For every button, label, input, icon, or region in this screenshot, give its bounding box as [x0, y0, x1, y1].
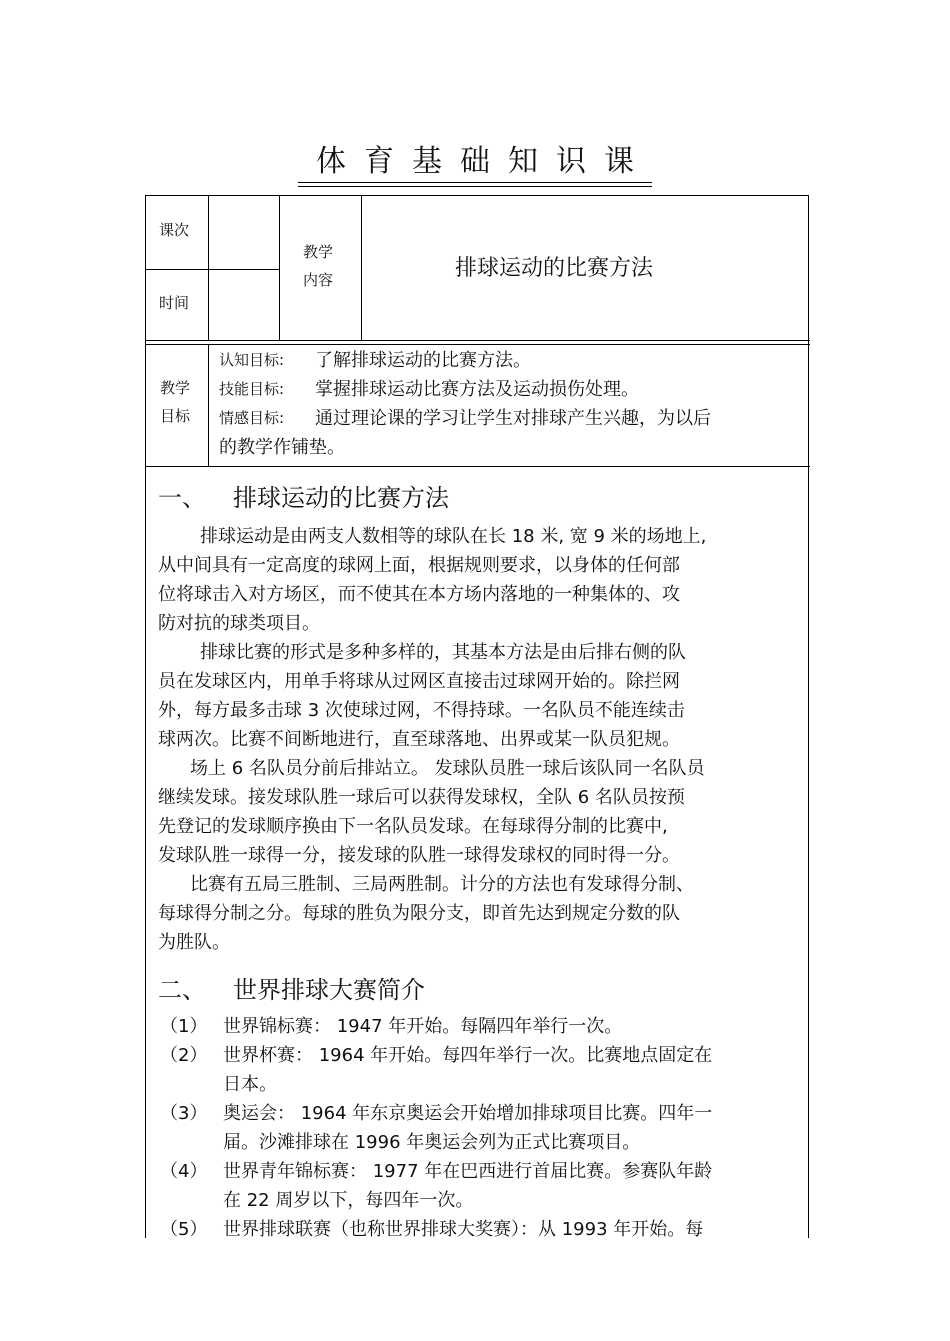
- skill-label: 技能目标:: [219, 380, 285, 398]
- cognitive-label: 认知目标:: [219, 351, 285, 369]
- content-label-2: 内容: [303, 271, 334, 289]
- paragraph-line: 继续发球。接发球队胜一球后可以获得发球权，全队 6 名队员按预: [158, 787, 685, 808]
- paragraph-line: 为胜队。: [158, 932, 230, 953]
- list-item-number: （1）: [160, 1016, 208, 1037]
- paragraph-line: 发球队胜一球得一分，接发球的队胜一球得发球权的同时得一分。: [158, 845, 680, 866]
- paragraph-line: 场上 6 名队员分前后排站立。 发球队员胜一球后该队同一名队员: [190, 758, 705, 779]
- section2-number: 二、: [158, 976, 206, 1004]
- section1-number: 一、: [158, 484, 206, 512]
- paragraph-line: 比赛有五局三胜制、三局两胜制。计分的方法也有发球得分制、: [190, 874, 694, 895]
- paragraph-line: 位将球击入对方场区，而不使其在本方场内落地的一种集体的、攻: [158, 584, 680, 605]
- paragraph-line: 防对抗的球类项目。: [158, 613, 320, 634]
- content-label-1: 教学: [303, 243, 334, 261]
- paragraph-line: 从中间具有一定高度的球网上面，根据规则要求，以身体的任何部: [158, 555, 680, 576]
- paragraph-line: 先登记的发球顺序换由下一名队员发球。在每球得分制的比赛中,: [158, 816, 668, 837]
- objectives-label-2: 目标: [160, 407, 191, 425]
- list-item-text: 世界锦标赛： 1947 年开始。每隔四年举行一次。: [223, 1016, 623, 1037]
- list-item-number: （3）: [160, 1103, 208, 1124]
- list-item-text: 世界杯赛： 1964 年开始。每四年举行一次。比赛地点固定在: [223, 1045, 713, 1066]
- skill-text: 掌握排球运动比赛方法及运动损伤处理。: [315, 379, 639, 400]
- list-item-text: 届。沙滩排球在 1996 年奥运会列为正式比赛项目。: [223, 1132, 641, 1153]
- content-value: 排球运动的比赛方法: [455, 256, 654, 281]
- list-item-text: 在 22 周岁以下，每四年一次。: [223, 1190, 474, 1211]
- emotion-label: 情感目标:: [219, 409, 285, 427]
- section2-heading: 世界排球大赛简介: [233, 976, 425, 1004]
- list-item-number: （5）: [160, 1219, 208, 1240]
- list-item-number: （2）: [160, 1045, 208, 1066]
- paragraph-line: 球两次。比赛不间断地进行，直至球落地、出界或某一队员犯规。: [158, 729, 680, 750]
- section1-heading: 排球运动的比赛方法: [233, 484, 449, 512]
- paragraph-line: 排球运动是由两支人数相等的球队在长 18 米, 宽 9 米的场地上,: [200, 526, 707, 547]
- list-item-number: （4）: [160, 1161, 208, 1182]
- page-title: [0, 142, 950, 183]
- emotion-text: 通过理论课的学习让学生对排球产生兴趣，为以后: [315, 408, 711, 429]
- paragraph-line: 每球得分制之分。每球的胜负为限分支，即首先达到规定分数的队: [158, 903, 680, 924]
- list-item-text: 奥运会： 1964 年东京奥运会开始增加排球项目比赛。四年一: [223, 1103, 713, 1124]
- cognitive-text: 了解排球运动的比赛方法。: [315, 350, 531, 371]
- paragraph-line: 员在发球区内，用单手将球从过网区直接击过球网开始的。除拦网: [158, 671, 680, 692]
- lesson-label: 课次: [159, 221, 190, 239]
- paragraph-line: 外，每方最多击球 3 次使球过网，不得持球。一名队员不能连续击: [158, 700, 685, 721]
- list-item-text: 日本。: [223, 1074, 277, 1095]
- list-item-text: 世界青年锦标赛： 1977 年在巴西进行首届比赛。参赛队年龄: [223, 1161, 713, 1182]
- list-item-text: 世界排球联赛（也称世界排球大奖赛）：从 1993 年开始。每: [223, 1219, 704, 1240]
- paragraph-line: 排球比赛的形式是多种多样的，其基本方法是由后排右侧的队: [200, 642, 686, 663]
- title-text: 体育基础知识课: [298, 142, 652, 183]
- emotion-text-2: 的教学作铺垫。: [219, 437, 345, 458]
- time-label: 时间: [159, 294, 190, 312]
- objectives-label-1: 教学: [160, 379, 191, 397]
